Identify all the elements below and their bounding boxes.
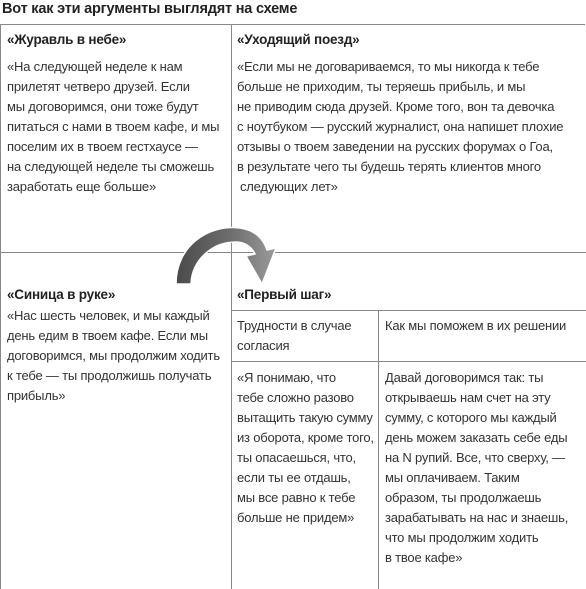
page-heading: Вот как эти аргументы выглядят на схеме: [2, 1, 298, 17]
text-crane-in-sky: «На следующей неделе к нам прилетят четверо друзей. Если мы договоримся, они тоже будут питаться с нами в твоем кафе, и мы поселим их в твоем гестхаусе — на следующей неделе ты сможешь заработать еще больше»: [7, 59, 220, 194]
vertical-divider: [231, 24, 232, 589]
subtable-header-line: [231, 361, 586, 362]
title-bird-in-hand: «Синица в руке»: [7, 287, 116, 302]
text-bird-in-hand: «Нас шесть человек, и мы каждый день едим в твоем кафе. Если мы договоримся, мы продолжим ходить к тебе — ты продолжишь получать прибыль»: [7, 308, 220, 403]
text-leaving-train: «Если мы не договариваемся, то мы никогда к тебе больше не приходим, ты теряешь прибыль, и мы не приводим сюда друзей. Кроме того, вон та девочка с ноутбуком — русский журналист, она напишет плохие отзывы о твоем заведении на русских форумах о Гоа, в результате чего ты будешь терять клиентов много следующих лет»: [237, 59, 564, 194]
title-first-step: «Первый шаг»: [237, 287, 332, 302]
text-how-we-help: Давай договоримся так: ты открываешь нам счет на эту сумму, с которого мы каждый день можем заказать себе еды на N рупий. Все, что сверху, — мы оплачиваем. Таким образом, ты продолжаешь зарабатывать на нас и знаешь, что мы продолжим ходить в твое кафе»: [385, 370, 569, 565]
header-how-we-help: Как мы поможем в их решении: [385, 318, 567, 333]
title-crane-in-sky: «Журавль в небе»: [7, 32, 127, 47]
curved-arrow-icon: [172, 222, 284, 288]
header-difficulties: Трудности в случае согласия: [237, 318, 352, 353]
text-difficulties: «Я понимаю, что тебе сложно разово вытащить такую сумму из оборота, кроме того, ты опасаешься, что, если ты ее отдашь, мы все равно к тебе больше не придем»: [237, 370, 374, 525]
subtable-top-line: [231, 310, 586, 311]
subtable-column-divider: [378, 310, 379, 589]
horizontal-divider: [0, 252, 586, 253]
title-leaving-train: «Уходящий поезд»: [237, 32, 360, 47]
